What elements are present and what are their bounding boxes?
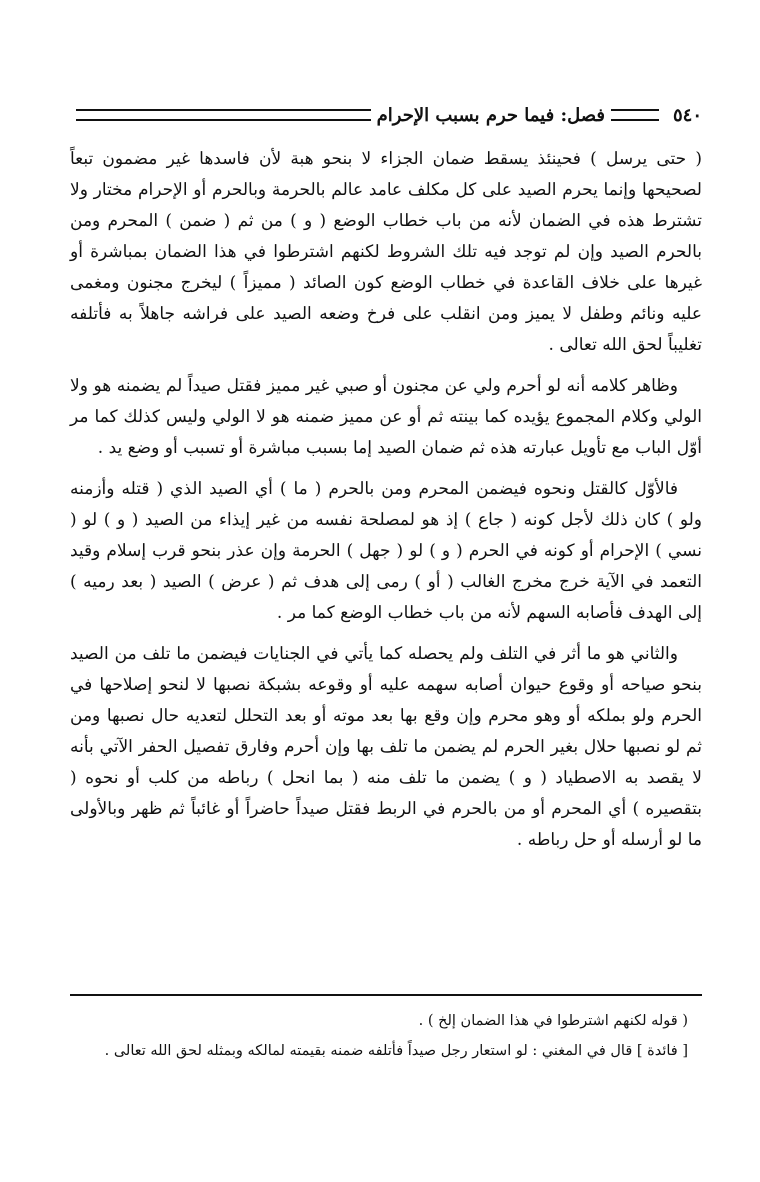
- paragraph: والثاني هو ما أثر في التلف ولم يحصله كما يأتي في الجنايات فيضمن ما تلف من الصيد بنحو صياحه أو وقوع حيوان أصابه سهمه عليه أو وقوعه بشبكة نصبها لا لنحو إصلاحها في الحرم ولو بملكه أو وهو محرم وإن وقع بها بعد موته أو بعد التحلل لتعديه حال نصبها ومن ثم لو نصبها حلال بغير الحرم لم يضمن ما تلف بها وإن أحرم وفارق تفصيل الحفر الآتي بأنه لا يقصد به الاصطياد ( و ) يضمن ما تلف منه ( بما انحل ) رباطه من كلب أو نحوه ( بتقصيره ) أي المحرم أو من بالحرم في الربط فقتل صيداً حاضراً أو غائباً ثم ظهر وبالأولى ما لو أرسله أو حل رباطه .: [70, 644, 702, 850]
- page-number: ٥٤٠: [672, 104, 702, 126]
- header-rule-right: [611, 109, 659, 121]
- header-rule-left: [76, 109, 371, 121]
- paragraph: فالأوّل كالقتل ونحوه فيضمن المحرم ومن بالحرم ( ما ) أي الصيد الذي ( قتله وأزمنه ولو ) كان ذلك لأجل كونه ( جاع ) إذ هو لمصلحة نفسه من غير إيذاء من الصيد ( و ) لو ( نسي ) الإحرام أو كونه في الحرم ( و ) لو ( جهل ) الحرمة وإن عذر بنحو قرب إسلام وقيد التعمد في الآية خرج مخرج الغالب ( أو ) رمى إلى هدف ثم ( عرض ) الصيد ( بعد رميه ) إلى الهدف فأصابه السهم لأنه من باب خطاب الوضع كما مر .: [70, 479, 702, 623]
- footnotes: [70, 1006, 702, 1066]
- page-header: [70, 100, 702, 130]
- footnote-divider: [70, 994, 702, 996]
- main-text: [70, 144, 702, 866]
- footnote: [ فائدة ] قال في المغني : لو استعار رجل صيداً فأتلفه ضمنه بقيمته لمالكه وبمثله لحق الله تعالى .: [104, 1043, 688, 1059]
- paragraph: وظاهر كلامه أنه لو أحرم ولي عن مجنون أو صبي غير مميز فقتل صيداً لم يضمنه هو ولا الولي وكلام المجموع يؤيده كما بينته ثم أو عن مميز ضمنه هو لا الولي وليس كذلك كما مر أوّل الباب مع تأويل عبارته هذه ثم ضمان الصيد إما بسبب مباشرة أو تسبب أو وضع يد .: [70, 376, 702, 458]
- paragraph: ( حتى يرسل ) فحينئذ يسقط ضمان الجزاء لا بنحو هبة لأن فاسدها غير مضمون تبعاً لصحيحها وإنما يحرم الصيد على كل مكلف عامد عالم بالحرمة وبالحرم أو الإحرام مختار ولا تشترط هذه في الضمان لأنه من باب خطاب الوضع ( و ) من ثم ( ضمن ) المحرم ومن بالحرم الصيد وإن لم توجد فيه تلك الشروط لكنهم اشترطوا في هذا الضمان بمباشرة أو غيرها على خلاف القاعدة في خطاب الوضع كون الصائد ( مميزاً ) ليخرج مجنون ومغمى عليه ونائم وطفل لا يميز ومن انقلب على فرخ وضعه الصيد على فراشه جاهلاً به فأتلفه تغليباً لحق الله تعالى .: [70, 149, 702, 355]
- chapter-title: فصل: فيما حرم بسبب الإحرام: [376, 104, 605, 126]
- footnote: ( قوله لكنهم اشترطوا في هذا الضمان إلخ ) .: [418, 1013, 688, 1029]
